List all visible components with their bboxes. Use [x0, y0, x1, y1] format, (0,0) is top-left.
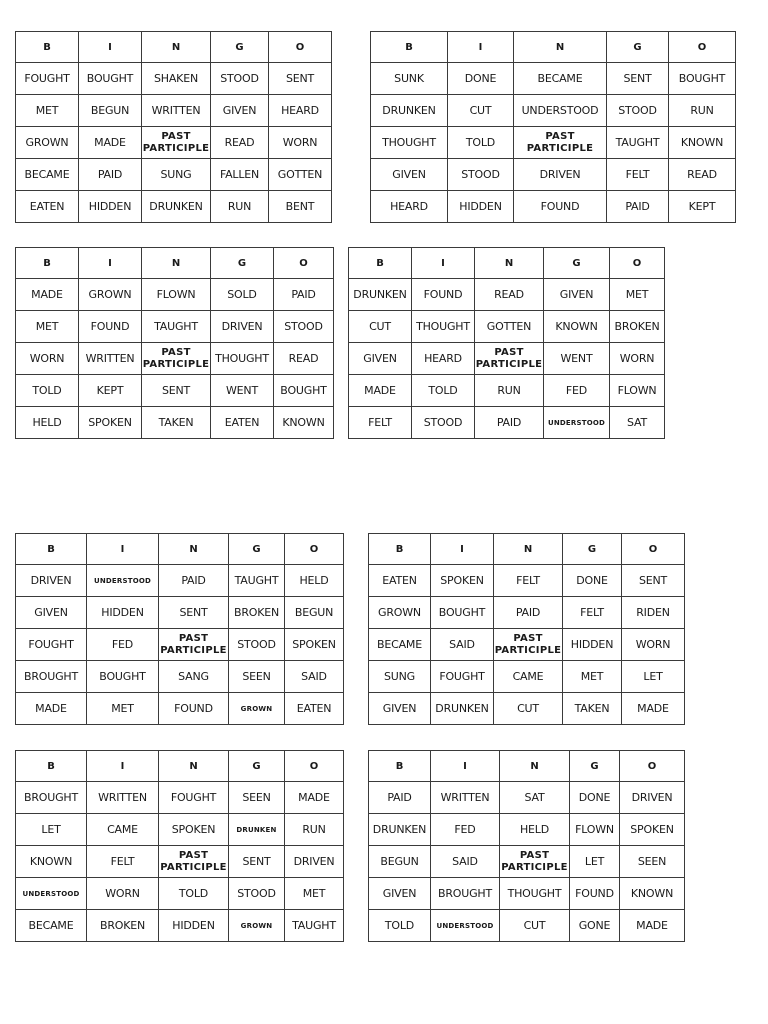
bingo-cell: HEARD — [412, 343, 475, 375]
bingo-cell: HELD — [285, 565, 344, 597]
bingo-cell: BROUGHT — [431, 878, 500, 910]
card-header-row — [16, 32, 332, 63]
bingo-cell: DONE — [563, 565, 622, 597]
card-row — [16, 878, 344, 910]
bingo-cell: EATEN — [211, 407, 274, 439]
bingo-cell: PAID — [274, 279, 334, 311]
bingo-cell: PAID — [494, 597, 563, 629]
bingo-cell: MADE — [16, 279, 79, 311]
bingo-cell: FELT — [563, 597, 622, 629]
bingo-cell: FELT — [494, 565, 563, 597]
header-b: B — [16, 751, 87, 782]
header-g: G — [211, 32, 269, 63]
bingo-cell: DRIVEN — [620, 782, 685, 814]
bingo-cell: WORN — [610, 343, 665, 375]
header-o: O — [285, 534, 344, 565]
bingo-cell: KEPT — [79, 375, 142, 407]
bingo-cell: MADE — [16, 693, 87, 725]
card-row — [16, 407, 334, 439]
bingo-cell: SUNG — [142, 159, 211, 191]
bingo-cell: TOLD — [412, 375, 475, 407]
card-row — [349, 407, 665, 439]
card-row — [369, 565, 685, 597]
free-space-cell: PAST PARTICIPLE — [159, 846, 229, 878]
bingo-cell: DONE — [448, 63, 514, 95]
header-b: B — [16, 534, 87, 565]
bingo-cell: DRIVEN — [211, 311, 274, 343]
bingo-cell: RUN — [669, 95, 736, 127]
bingo-cell: LET — [570, 846, 620, 878]
bingo-cell: BOUGHT — [431, 597, 494, 629]
card-row — [16, 661, 344, 693]
bingo-cell: HEARD — [371, 191, 448, 223]
header-i: I — [412, 248, 475, 279]
bingo-cell: HIDDEN — [79, 191, 142, 223]
bingo-cell: THOUGHT — [500, 878, 570, 910]
bingo-cell: TOLD — [159, 878, 229, 910]
bingo-cell: TOLD — [448, 127, 514, 159]
free-space-cell: PAST PARTICIPLE — [159, 629, 229, 661]
bingo-cell: HELD — [16, 407, 79, 439]
bingo-cell: THOUGHT — [211, 343, 274, 375]
free-space-cell: PAST PARTICIPLE — [500, 846, 570, 878]
header-b: B — [16, 32, 79, 63]
bingo-cell: SENT — [269, 63, 332, 95]
bingo-cell: HEARD — [269, 95, 332, 127]
bingo-cell: DRUNKEN — [142, 191, 211, 223]
bingo-cell: GROWN — [16, 127, 79, 159]
header-g: G — [229, 751, 285, 782]
card-row — [16, 375, 334, 407]
bingo-cell: DRUNKEN — [349, 279, 412, 311]
bingo-cell: LET — [16, 814, 87, 846]
header-n: N — [500, 751, 570, 782]
header-n: N — [142, 248, 211, 279]
header-g: G — [607, 32, 669, 63]
bingo-cell: SANG — [159, 661, 229, 693]
bingo-cell: WORN — [16, 343, 79, 375]
card-row — [16, 597, 344, 629]
card-row — [16, 629, 344, 661]
bingo-cell: STOOD — [274, 311, 334, 343]
bingo-cell: BOUGHT — [274, 375, 334, 407]
card-row — [369, 693, 685, 725]
card-row — [369, 597, 685, 629]
card-row — [369, 846, 685, 878]
bingo-cell: STOOD — [412, 407, 475, 439]
bingo-cell: BECAME — [514, 63, 607, 95]
bingo-cell: FALLEN — [211, 159, 269, 191]
bingo-cell: UNDERSTOOD — [514, 95, 607, 127]
bingo-cell: DRUNKEN — [369, 814, 431, 846]
bingo-cell: SEEN — [229, 782, 285, 814]
bingo-cell: GROWN — [79, 279, 142, 311]
bingo-cell: TAUGHT — [285, 910, 344, 942]
bingo-cell: KNOWN — [274, 407, 334, 439]
bingo-cell: SAID — [431, 846, 500, 878]
bingo-cell: MADE — [622, 693, 685, 725]
header-b: B — [369, 751, 431, 782]
bingo-cell: SPOKEN — [79, 407, 142, 439]
bingo-cell: MET — [16, 311, 79, 343]
bingo-cell: WRITTEN — [431, 782, 500, 814]
card-row — [16, 814, 344, 846]
bingo-cell: SAID — [285, 661, 344, 693]
free-space-cell: PAST PARTICIPLE — [142, 343, 211, 375]
card-header-row — [369, 751, 685, 782]
bingo-card-3 — [15, 247, 334, 439]
header-i: I — [431, 534, 494, 565]
bingo-cell: PAID — [159, 565, 229, 597]
bingo-cell: CUT — [349, 311, 412, 343]
bingo-cell: RUN — [211, 191, 269, 223]
header-n: N — [142, 32, 211, 63]
bingo-cell: SAID — [431, 629, 494, 661]
card-header-row — [16, 248, 334, 279]
bingo-cell: KNOWN — [669, 127, 736, 159]
header-g: G — [570, 751, 620, 782]
bingo-cell: PAID — [607, 191, 669, 223]
bingo-cell: MADE — [620, 910, 685, 942]
header-i: I — [448, 32, 514, 63]
card-row — [16, 693, 344, 725]
bingo-cell: CUT — [500, 910, 570, 942]
card-row — [371, 127, 736, 159]
bingo-cell: SPOKEN — [431, 565, 494, 597]
header-g: G — [544, 248, 610, 279]
header-o: O — [620, 751, 685, 782]
bingo-cell: MET — [16, 95, 79, 127]
card-header-row — [16, 751, 344, 782]
bingo-cell: HIDDEN — [159, 910, 229, 942]
bingo-cell: FOUND — [159, 693, 229, 725]
bingo-cell: FLOWN — [142, 279, 211, 311]
bingo-cell: BROKEN — [229, 597, 285, 629]
bingo-cell: GOTTEN — [475, 311, 544, 343]
bingo-cell: WENT — [544, 343, 610, 375]
bingo-cell: RUN — [285, 814, 344, 846]
free-space-cell: PAST PARTICIPLE — [494, 629, 563, 661]
header-o: O — [269, 32, 332, 63]
bingo-cell: BEGUN — [285, 597, 344, 629]
bingo-cell: PAID — [79, 159, 142, 191]
bingo-cell: READ — [211, 127, 269, 159]
bingo-cell: GONE — [570, 910, 620, 942]
bingo-cell: TAKEN — [563, 693, 622, 725]
bingo-cell: MET — [563, 661, 622, 693]
bingo-cell: STOOD — [448, 159, 514, 191]
bingo-cell: TOLD — [16, 375, 79, 407]
bingo-cell: UNDERSTOOD — [544, 407, 610, 439]
bingo-cell: FLOWN — [570, 814, 620, 846]
bingo-cell: READ — [669, 159, 736, 191]
card-header-row — [16, 534, 344, 565]
card-row — [349, 311, 665, 343]
bingo-cell: STOOD — [607, 95, 669, 127]
card-row — [16, 279, 334, 311]
bingo-cell: BEGUN — [369, 846, 431, 878]
bingo-cell: WORN — [87, 878, 159, 910]
bingo-cell: MET — [87, 693, 159, 725]
header-b: B — [16, 248, 79, 279]
bingo-cell: FOUND — [570, 878, 620, 910]
header-i: I — [79, 248, 142, 279]
header-i: I — [79, 32, 142, 63]
bingo-cell: CAME — [87, 814, 159, 846]
bingo-cell: DRUNKEN — [229, 814, 285, 846]
bingo-cell: BOUGHT — [669, 63, 736, 95]
bingo-cell: MADE — [79, 127, 142, 159]
card-row — [371, 191, 736, 223]
bingo-cell: PAID — [475, 407, 544, 439]
bingo-cell: THOUGHT — [371, 127, 448, 159]
bingo-cell: GIVEN — [371, 159, 448, 191]
header-i: I — [431, 751, 500, 782]
bingo-cell: FELT — [349, 407, 412, 439]
bingo-cell: STOOD — [229, 878, 285, 910]
bingo-cell: BECAME — [16, 910, 87, 942]
bingo-cell: GROWN — [229, 910, 285, 942]
bingo-cell: PAID — [369, 782, 431, 814]
bingo-cell: LET — [622, 661, 685, 693]
bingo-cell: KNOWN — [544, 311, 610, 343]
bingo-cell: CUT — [494, 693, 563, 725]
free-space-cell: PAST PARTICIPLE — [514, 127, 607, 159]
bingo-cell: STOOD — [211, 63, 269, 95]
bingo-cell: FLOWN — [610, 375, 665, 407]
card-header-row — [349, 248, 665, 279]
bingo-cell: SEEN — [620, 846, 685, 878]
bingo-cell: FED — [544, 375, 610, 407]
bingo-cell: SUNK — [371, 63, 448, 95]
header-n: N — [159, 534, 229, 565]
card-row — [369, 878, 685, 910]
bingo-cell: THOUGHT — [412, 311, 475, 343]
bingo-cell: SENT — [607, 63, 669, 95]
card-row — [16, 565, 344, 597]
bingo-cell: BOUGHT — [87, 661, 159, 693]
bingo-cell: SPOKEN — [159, 814, 229, 846]
bingo-cell: FOUND — [79, 311, 142, 343]
card-row — [369, 661, 685, 693]
bingo-cell: EATEN — [16, 191, 79, 223]
bingo-cell: SENT — [159, 597, 229, 629]
bingo-cell: FELT — [87, 846, 159, 878]
bingo-cell: HIDDEN — [87, 597, 159, 629]
bingo-cell: RIDEN — [622, 597, 685, 629]
bingo-card-5 — [15, 533, 344, 725]
card-row — [16, 311, 334, 343]
bingo-cell: SENT — [622, 565, 685, 597]
bingo-cell: SENT — [142, 375, 211, 407]
header-o: O — [622, 534, 685, 565]
card-row — [16, 127, 332, 159]
header-o: O — [285, 751, 344, 782]
bingo-cell: FOUGHT — [16, 629, 87, 661]
bingo-cell: SEEN — [229, 661, 285, 693]
bingo-cell: FOUND — [412, 279, 475, 311]
bingo-cell: SAT — [500, 782, 570, 814]
free-space-cell: PAST PARTICIPLE — [475, 343, 544, 375]
bingo-cell: CAME — [494, 661, 563, 693]
header-o: O — [669, 32, 736, 63]
bingo-cell: FOUGHT — [159, 782, 229, 814]
bingo-cell: BROKEN — [610, 311, 665, 343]
header-n: N — [514, 32, 607, 63]
bingo-cell: BROUGHT — [16, 782, 87, 814]
bingo-cell: DONE — [570, 782, 620, 814]
header-b: B — [371, 32, 448, 63]
header-g: G — [563, 534, 622, 565]
bingo-cell: FELT — [607, 159, 669, 191]
bingo-cell: RUN — [475, 375, 544, 407]
card-header-row — [369, 534, 685, 565]
bingo-cell: WORN — [269, 127, 332, 159]
bingo-cell: WENT — [211, 375, 274, 407]
bingo-cell: GIVEN — [544, 279, 610, 311]
bingo-card-1 — [15, 31, 332, 223]
bingo-card-7 — [15, 750, 344, 942]
card-row — [369, 814, 685, 846]
bingo-cell: WRITTEN — [142, 95, 211, 127]
bingo-cell: HIDDEN — [448, 191, 514, 223]
card-row — [16, 159, 332, 191]
header-g: G — [229, 534, 285, 565]
bingo-cell: BROUGHT — [16, 661, 87, 693]
bingo-cell: SUNG — [369, 661, 431, 693]
header-b: B — [369, 534, 431, 565]
header-n: N — [159, 751, 229, 782]
bingo-cell: KNOWN — [16, 846, 87, 878]
bingo-cell: EATEN — [285, 693, 344, 725]
header-o: O — [274, 248, 334, 279]
bingo-card-6 — [368, 533, 685, 725]
bingo-cell: SAT — [610, 407, 665, 439]
bingo-cell: WRITTEN — [79, 343, 142, 375]
bingo-cell: TAUGHT — [142, 311, 211, 343]
bingo-cell: GIVEN — [16, 597, 87, 629]
card-row — [371, 95, 736, 127]
bingo-cell: MADE — [285, 782, 344, 814]
bingo-cell: GOTTEN — [269, 159, 332, 191]
bingo-cell: HELD — [500, 814, 570, 846]
bingo-cell: SOLD — [211, 279, 274, 311]
card-row — [16, 846, 344, 878]
card-row — [369, 782, 685, 814]
bingo-cell: EATEN — [369, 565, 431, 597]
bingo-cell: SHAKEN — [142, 63, 211, 95]
bingo-cell: READ — [274, 343, 334, 375]
bingo-cell: MET — [610, 279, 665, 311]
card-row — [16, 343, 334, 375]
card-row — [16, 910, 344, 942]
card-row — [349, 343, 665, 375]
bingo-cell: TAUGHT — [607, 127, 669, 159]
bingo-cell: GIVEN — [369, 693, 431, 725]
bingo-cell: GIVEN — [349, 343, 412, 375]
header-b: B — [349, 248, 412, 279]
bingo-cell: MET — [285, 878, 344, 910]
card-row — [349, 279, 665, 311]
bingo-cell: BEGUN — [79, 95, 142, 127]
card-row — [371, 63, 736, 95]
bingo-cell: TOLD — [369, 910, 431, 942]
bingo-cell: GIVEN — [369, 878, 431, 910]
card-row — [369, 629, 685, 661]
bingo-cell: UNDERSTOOD — [87, 565, 159, 597]
card-row — [16, 63, 332, 95]
bingo-cell: READ — [475, 279, 544, 311]
card-row — [16, 191, 332, 223]
bingo-cell: FED — [87, 629, 159, 661]
bingo-cell: DRUNKEN — [431, 693, 494, 725]
bingo-cell: FED — [431, 814, 500, 846]
free-space-cell: PAST PARTICIPLE — [142, 127, 211, 159]
bingo-cell: TAKEN — [142, 407, 211, 439]
bingo-cell: BECAME — [16, 159, 79, 191]
bingo-cell: GROWN — [229, 693, 285, 725]
bingo-cell: BROKEN — [87, 910, 159, 942]
bingo-cell: FOUGHT — [16, 63, 79, 95]
bingo-cell: SPOKEN — [285, 629, 344, 661]
card-row — [16, 95, 332, 127]
bingo-cell: KEPT — [669, 191, 736, 223]
bingo-cell: GROWN — [369, 597, 431, 629]
bingo-cell: TAUGHT — [229, 565, 285, 597]
header-n: N — [475, 248, 544, 279]
bingo-cell: WORN — [622, 629, 685, 661]
header-i: I — [87, 534, 159, 565]
bingo-cell: BENT — [269, 191, 332, 223]
bingo-cell: HIDDEN — [563, 629, 622, 661]
bingo-card-2 — [370, 31, 736, 223]
header-g: G — [211, 248, 274, 279]
bingo-cell: CUT — [448, 95, 514, 127]
bingo-cell: KNOWN — [620, 878, 685, 910]
bingo-card-8 — [368, 750, 685, 942]
card-row — [371, 159, 736, 191]
bingo-cell: BECAME — [369, 629, 431, 661]
card-row — [369, 910, 685, 942]
bingo-cell: UNDERSTOOD — [16, 878, 87, 910]
bingo-cell: FOUGHT — [431, 661, 494, 693]
bingo-cell: MADE — [349, 375, 412, 407]
bingo-cell: DRUNKEN — [371, 95, 448, 127]
bingo-cell: SPOKEN — [620, 814, 685, 846]
bingo-card-4 — [348, 247, 665, 439]
header-i: I — [87, 751, 159, 782]
bingo-cell: STOOD — [229, 629, 285, 661]
bingo-cell: DRIVEN — [285, 846, 344, 878]
bingo-cell: GIVEN — [211, 95, 269, 127]
bingo-cell: BOUGHT — [79, 63, 142, 95]
header-o: O — [610, 248, 665, 279]
card-row — [16, 782, 344, 814]
bingo-cell: FOUND — [514, 191, 607, 223]
card-row — [349, 375, 665, 407]
card-header-row — [371, 32, 736, 63]
header-n: N — [494, 534, 563, 565]
bingo-cell: SENT — [229, 846, 285, 878]
bingo-cell: UNDERSTOOD — [431, 910, 500, 942]
bingo-cell: WRITTEN — [87, 782, 159, 814]
bingo-cell: DRIVEN — [514, 159, 607, 191]
bingo-cell: DRIVEN — [16, 565, 87, 597]
